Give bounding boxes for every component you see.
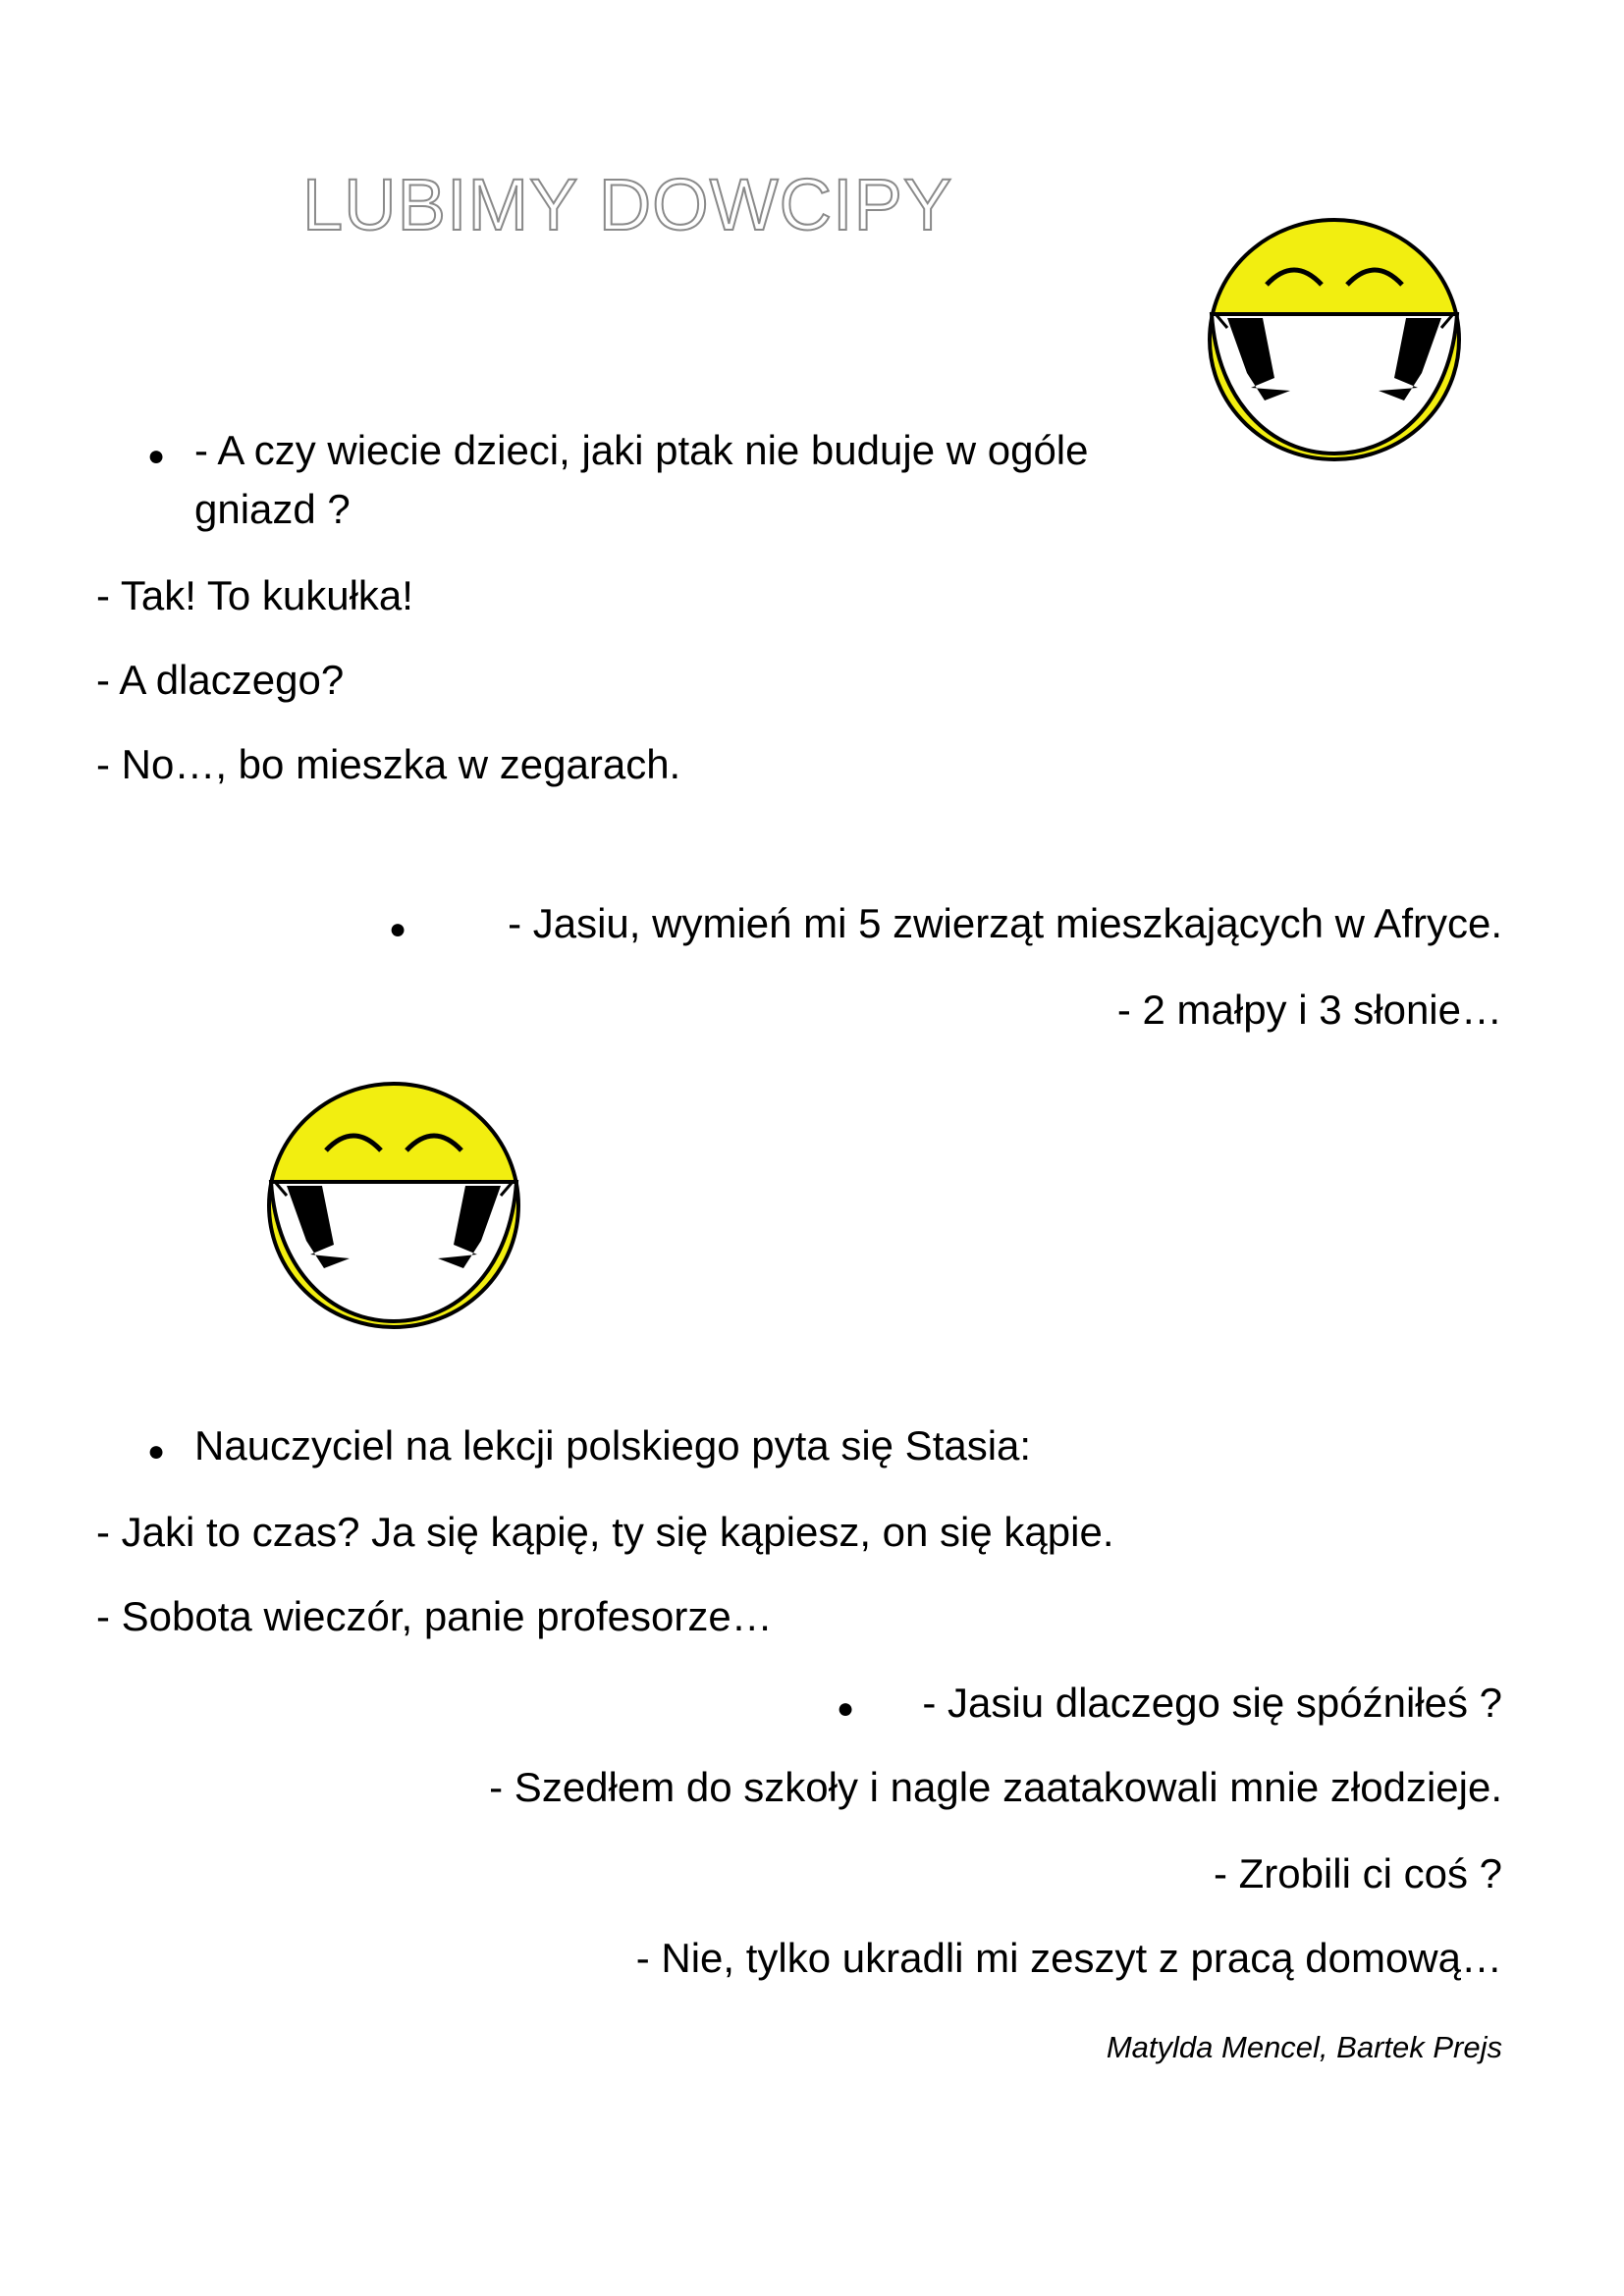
joke-1-line: - A dlaczego?	[96, 657, 345, 703]
bullet-icon: ●	[389, 913, 407, 945]
laughing-smiley-icon	[1206, 216, 1463, 463]
bullet-icon: ●	[837, 1692, 855, 1725]
joke-2-question: - Jasiu, wymień mi 5 zwierząt mieszkających w Afryce.	[508, 900, 1502, 946]
joke-4-line: - Zrobili ci coś ?	[1213, 1850, 1502, 1896]
joke-1-line: - Tak! To kukułka!	[96, 572, 413, 618]
page-title: LUBIMY DOWCIPY	[302, 164, 953, 245]
joke-4-line: - Szedłem do szkoły i nagle zaatakowali mnie złodzieje.	[489, 1764, 1502, 1810]
author-credit: Matylda Mencel, Bartek Prejs	[1106, 2030, 1502, 2064]
bullet-icon: ●	[147, 1435, 166, 1468]
joke-1-question-line-1: - A czy wiecie dzieci, jaki ptak nie buduje w ogóle	[194, 427, 1089, 473]
joke-3-line: - Jaki to czas? Ja się kąpię, ty się kąpiesz, on się kąpie.	[96, 1509, 1114, 1555]
bullet-icon: ●	[147, 440, 166, 472]
joke-1-question-line-2: gniazd ?	[194, 486, 351, 532]
joke-2-line: - 2 małpy i 3 słonie…	[1116, 987, 1502, 1033]
laughing-smiley-icon	[265, 1080, 522, 1331]
joke-4-question: - Jasiu dlaczego się spóźniłeś ?	[922, 1680, 1502, 1726]
joke-3-intro: Nauczyciel na lekcji polskiego pyta się Stasia:	[194, 1422, 1032, 1468]
joke-1-line: - No…, bo mieszka w zegarach.	[96, 741, 681, 787]
joke-4-line: - Nie, tylko ukradli mi zeszyt z pracą domową…	[635, 1935, 1502, 1981]
joke-3-line: - Sobota wieczór, panie profesorze…	[96, 1593, 773, 1639]
